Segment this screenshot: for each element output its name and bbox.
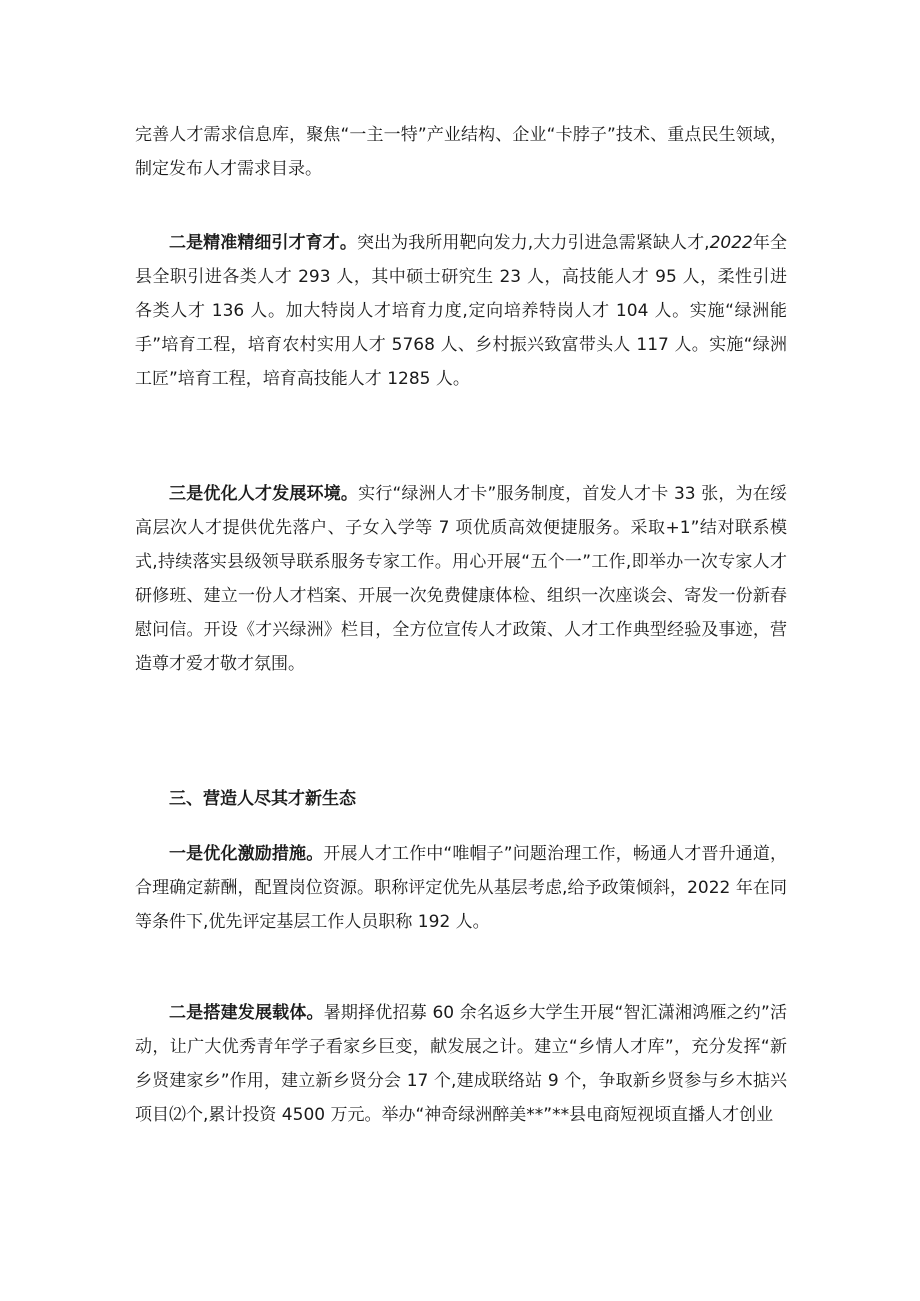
paragraph-incentives bbox=[135, 837, 787, 939]
paragraph-lead: 二是精准精细引才育才。 bbox=[169, 233, 357, 253]
paragraph-platforms bbox=[135, 996, 787, 1132]
paragraph-lead: 一是优化激励措施。 bbox=[169, 844, 324, 864]
paragraph-text: 完善人才需求信息库，聚焦“一主一特”产业结构、企业“卡脖子”技术、重点民生领域，制定发布人才需求目录。 bbox=[135, 125, 787, 179]
section-heading bbox=[135, 782, 787, 816]
paragraph-environment bbox=[135, 477, 787, 681]
paragraph-text: 突出为我所用靶向发力,大力引进急需紧缺人才, bbox=[356, 233, 710, 253]
section-heading-text: 三、营造人尽其才新生态 bbox=[169, 789, 356, 809]
paragraph-text: 年全县全职引进各类人才 293 人，其中硕士研究生 23 人，高技能人才 95 人，柔性引进各类人才 136 人。加大特岗人才培育力度,定向培养特岗人才 104 人。实施“绿洲能手”培育工程，培育农村实用人才 5768 人、乡村振兴致富带头人 117 人。实施“绿洲工匠”培育工程，培育高技能人才 1285 人。 bbox=[135, 233, 788, 389]
year-text: 2022 bbox=[709, 233, 753, 253]
paragraph-lead: 三是优化人才发展环境。 bbox=[169, 484, 359, 504]
paragraph-talent-recruitment bbox=[135, 226, 787, 396]
paragraph-text: 开展人才工作中“唯帽子”问题治理工作，畅通人才晋升通道，合理确定薪酬，配置岗位资源。职称评定优先从基层考虑,给予政策倾斜，2022 年在同等条件下,优先评定基层工作人员职称 192 人。 bbox=[135, 844, 787, 932]
paragraph-text: 暑期择优招募 60 余名返乡大学生开展“智汇潇湘鸿雁之约”活动，让广大优秀青年学子看家乡巨变，献发展之计。建立“乡情人才库”，充分发挥“新乡贤建家乡”作用，建立新乡贤分会 17 个,建成联络站 9 个，争取新乡贤参与乡木掂兴项目⑵个,累计投资 4500 万元。举办“神奇绿洲醉美**”**县电商短视顷直播人才创业 bbox=[135, 1003, 787, 1125]
paragraph-text: 实行“绿洲人才卡”服务制度，首发人才卡 33 张，为在绥高层次人才提供优先落户、子女入学等 7 项优质高效便捷服务。采取+1”结对联系模式,持续落实县级领导联系服务专家工作。用心开展“五个一”工作,即举办一次专家人才研修班、建立一份人才档案、开展一次免费健康体检、组织一次座谈会、寄发一份新春慰问信。开设《才兴绿洲》栏目，全方位宣传人才政策、人才工作典型经验及事迹，营造尊才爱才敬才氛围。 bbox=[135, 484, 787, 674]
paragraph-continuation bbox=[135, 118, 787, 186]
paragraph-lead: 二是搭建发展载体。 bbox=[169, 1003, 324, 1023]
